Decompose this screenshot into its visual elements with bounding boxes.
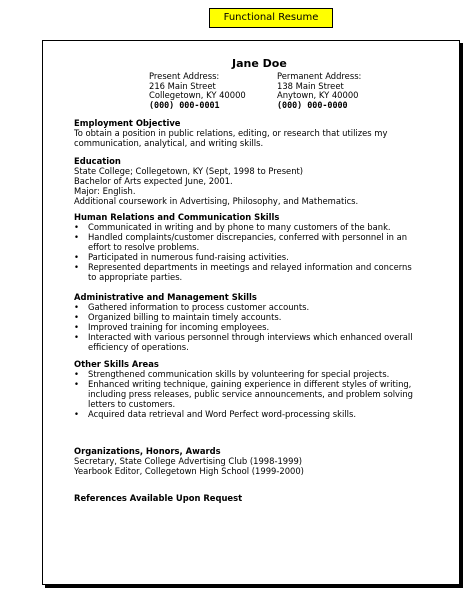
education-section <box>74 156 419 206</box>
human-relations-section <box>74 212 419 282</box>
other-skills-heading: Other Skills Areas <box>74 359 159 369</box>
bullet-icon: • <box>74 312 79 322</box>
organizations-section <box>74 446 419 476</box>
list-item: • Gathered information to process customer accounts. <box>74 302 310 312</box>
education-line: State College; Collegetown, KY (Sept, 1998 to Present) <box>74 166 304 176</box>
education-line: Bachelor of Arts expected June, 2001. <box>74 176 233 186</box>
present-street: 216 Main Street <box>149 81 216 91</box>
bullet-icon: • <box>74 379 79 389</box>
list-item: • Improved training for incoming employees. <box>74 322 270 332</box>
references-line: References Available Upon Request <box>74 493 243 503</box>
list-item: • Represented departments in meetings and relayed information and concerns to appropriate parties. <box>74 262 412 282</box>
education-line: Additional coursework in Advertising, Philosophy, and Mathematics. <box>74 196 359 206</box>
list-item: • Acquired data retrieval and Word Perfect word-processing skills. <box>74 409 356 419</box>
bullet-icon: • <box>74 232 79 242</box>
bullet-icon: • <box>74 322 79 332</box>
list-item: • Interacted with various personnel through interviews which enhanced overall efficiency of operations. <box>74 332 413 352</box>
permanent-phone: (000) 000-0000 <box>277 100 348 110</box>
present-city: Collegetown, KY 40000 <box>149 90 246 100</box>
objective-text: To obtain a position in public relations, editing, or research that utilizes my communication, analytical, and writing skills. <box>74 128 388 148</box>
bullet-icon: • <box>74 252 79 262</box>
other-skills-section <box>74 359 419 419</box>
education-heading: Education <box>74 156 121 166</box>
objective-section <box>74 118 419 148</box>
applicant-name: Jane Doe <box>232 57 287 70</box>
administrative-section <box>74 292 419 352</box>
list-item: • Communicated in writing and by phone to many customers of the bank. <box>74 222 391 232</box>
organizations-heading: Organizations, Honors, Awards <box>74 446 221 456</box>
bullet-icon: • <box>74 369 79 379</box>
document-title-badge: Functional Resume <box>209 8 333 28</box>
present-phone: (000) 000-0001 <box>149 100 220 110</box>
administrative-heading: Administrative and Management Skills <box>74 292 257 302</box>
bullet-icon: • <box>74 302 79 312</box>
permanent-street: 138 Main Street <box>277 81 344 91</box>
organization-line: Secretary, State College Advertising Club (1998-1999) <box>74 456 303 466</box>
bullet-icon: • <box>74 222 79 232</box>
bullet-icon: • <box>74 262 79 272</box>
human-relations-heading: Human Relations and Communication Skills <box>74 212 280 222</box>
objective-heading: Employment Objective <box>74 118 181 128</box>
bullet-icon: • <box>74 332 79 342</box>
permanent-city: Anytown, KY 40000 <box>277 90 359 100</box>
permanent-address-label: Permanent Address: <box>277 71 362 81</box>
present-address-label: Present Address: <box>149 71 220 81</box>
list-item: • Participated in numerous fund-raising activities. <box>74 252 289 262</box>
organization-line: Yearbook Editor, Collegetown High School (1999-2000) <box>74 466 304 476</box>
list-item: • Organized billing to maintain timely accounts. <box>74 312 282 322</box>
list-item: • Strengthened communication skills by volunteering for special projects. <box>74 369 390 379</box>
bullet-icon: • <box>74 409 79 419</box>
list-item: • Enhanced writing technique, gaining experience in different styles of writing, including press releases, public service announcements, and problem solving letters to customers. <box>74 379 413 409</box>
education-line: Major: English. <box>74 186 136 196</box>
list-item: • Handled complaints/customer discrepancies, conferred with personnel in an effort to resolve problems. <box>74 232 408 252</box>
